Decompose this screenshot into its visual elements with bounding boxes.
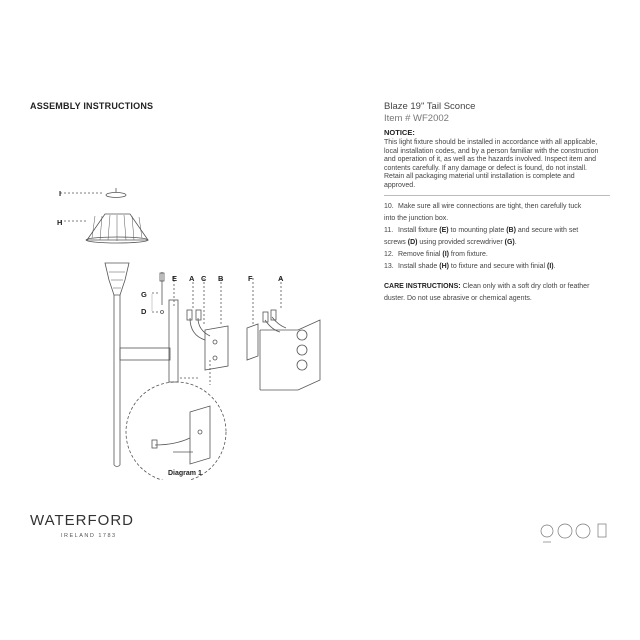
- step-number: 11.: [384, 227, 394, 234]
- step-10: [384, 201, 614, 213]
- part-label-i: I: [59, 189, 62, 198]
- step-number: 13.: [384, 263, 394, 270]
- care-instructions: [384, 281, 609, 305]
- part-label-a-box: A: [278, 274, 284, 283]
- step-text: Install fixture (E) to mounting plate (B) and secure with set: [398, 227, 579, 234]
- detail-circle: [126, 382, 226, 480]
- product-title: Blaze 19" Tail Sconce: [384, 101, 476, 112]
- shade-illustration: [60, 214, 148, 243]
- certification-marks: [537, 520, 613, 546]
- led-icon: [576, 524, 590, 538]
- step-number: 10.: [384, 203, 394, 210]
- section-divider: [384, 195, 610, 196]
- step-11: [384, 225, 614, 237]
- bulb-count-icon: [598, 524, 606, 537]
- part-label-h: H: [57, 218, 63, 227]
- part-label-e: E: [172, 274, 178, 283]
- wiring-illustration: [174, 276, 320, 390]
- step-text: Remove finial (I) from fixture.: [398, 251, 488, 258]
- notice-body: This light fixture should be installed in accordance with all applicable, local installation codes, and by a person familiar with the construction and operation of it, as well as the hazards involved. Inspect item and contents carefully. If any damage or defect is found, do not install. Retain all packaging material until installation is complete and approved.: [384, 139, 599, 189]
- brand-logo: WATERFORD: [30, 512, 134, 529]
- step-13: [384, 261, 614, 273]
- finial-illustration: [60, 188, 126, 198]
- assembly-diagram: [50, 180, 350, 480]
- step-text: Install shade (H) to fixture and secure with finial (I).: [398, 263, 556, 270]
- assembly-steps: [384, 201, 614, 273]
- product-item-number: Item # WF2002: [384, 113, 449, 124]
- part-label-a: A: [189, 274, 195, 283]
- part-label-g: G: [141, 290, 147, 299]
- dry-location-icon: [558, 524, 572, 538]
- etl-listed-icon: [541, 525, 553, 542]
- assembly-instructions-title: ASSEMBLY INSTRUCTIONS: [30, 101, 154, 111]
- care-text: Clean only with a soft dry cloth or feather duster. Do not use abrasive or chemical agents.: [384, 283, 590, 302]
- step-continuation: screws (D) using provided screwdriver (G).: [384, 239, 517, 246]
- notice-label: NOTICE:: [384, 128, 415, 137]
- step-number: 12.: [384, 251, 394, 258]
- step-12: [384, 249, 614, 261]
- part-label-d: D: [141, 307, 147, 316]
- part-label-f: F: [248, 274, 253, 283]
- step-continuation: into the junction box.: [384, 215, 449, 222]
- step-text: Make sure all wire connections are tight, then carefully tuck: [398, 203, 582, 210]
- care-label: CARE INSTRUCTIONS:: [384, 283, 461, 290]
- part-label-c: C: [201, 274, 207, 283]
- brand-tagline: IRELAND 1783: [61, 533, 117, 539]
- hardware-illustration: [152, 272, 164, 314]
- part-label-b: B: [218, 274, 224, 283]
- diagram-caption: Diagram 1: [168, 470, 202, 477]
